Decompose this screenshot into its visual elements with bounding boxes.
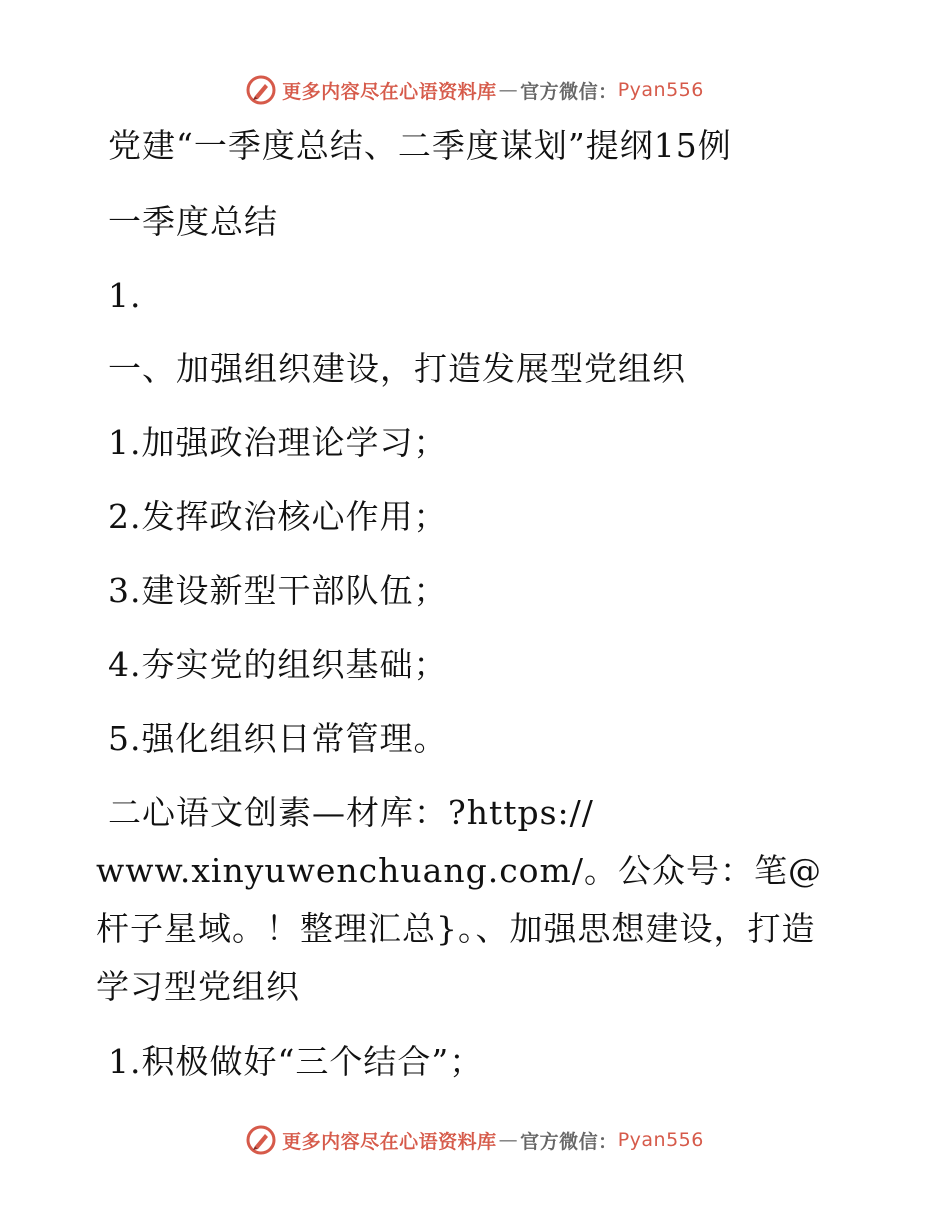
banner-wechat-id: Pyan556 [617, 1129, 704, 1151]
footer-banner [0, 1120, 950, 1160]
pen-logo-icon [246, 75, 276, 105]
list-item: 1.积极做好“三个结合”； [108, 1042, 484, 1081]
part2-paragraph-continuation: www.xinyuwenchuang.com/。公众号：笔@杆子星域。！整理汇总}。、加强思想建设，打造学习型党组织 [96, 851, 822, 1006]
document-title: 党建“一季度总结、二季度谋划”提纲15例 [108, 126, 732, 165]
banner-dash: — [498, 1129, 519, 1151]
banner-main-text: 更多内容尽在心语资料库 [282, 1130, 497, 1153]
part2-paragraph [96, 784, 836, 1016]
part1-heading: 一、加强组织建设，打造发展型党组织 [108, 349, 686, 388]
banner-official-label: 官方微信： [520, 80, 618, 103]
list-item: 5.强化组织日常管理。 [108, 719, 448, 758]
banner-main-text: 更多内容尽在心语资料库 [282, 80, 497, 103]
banner-dash: — [498, 79, 519, 101]
banner-official-label: 官方微信： [520, 1130, 618, 1153]
list-item: 3.建设新型干部队伍； [108, 571, 448, 610]
banner-wechat-id: Pyan556 [617, 79, 704, 101]
pen-logo-icon [246, 1125, 276, 1155]
part2-paragraph-first-line: 二心语文创素—材库：?https:// [108, 793, 594, 832]
list-item: 4.夯实党的组织基础； [108, 645, 448, 684]
list-item: 2.发挥政治核心作用； [108, 497, 448, 536]
example-number: 1. [108, 276, 142, 315]
header-banner [0, 70, 950, 110]
list-item: 1.加强政治理论学习； [108, 423, 448, 462]
section-heading: 一季度总结 [108, 202, 278, 241]
